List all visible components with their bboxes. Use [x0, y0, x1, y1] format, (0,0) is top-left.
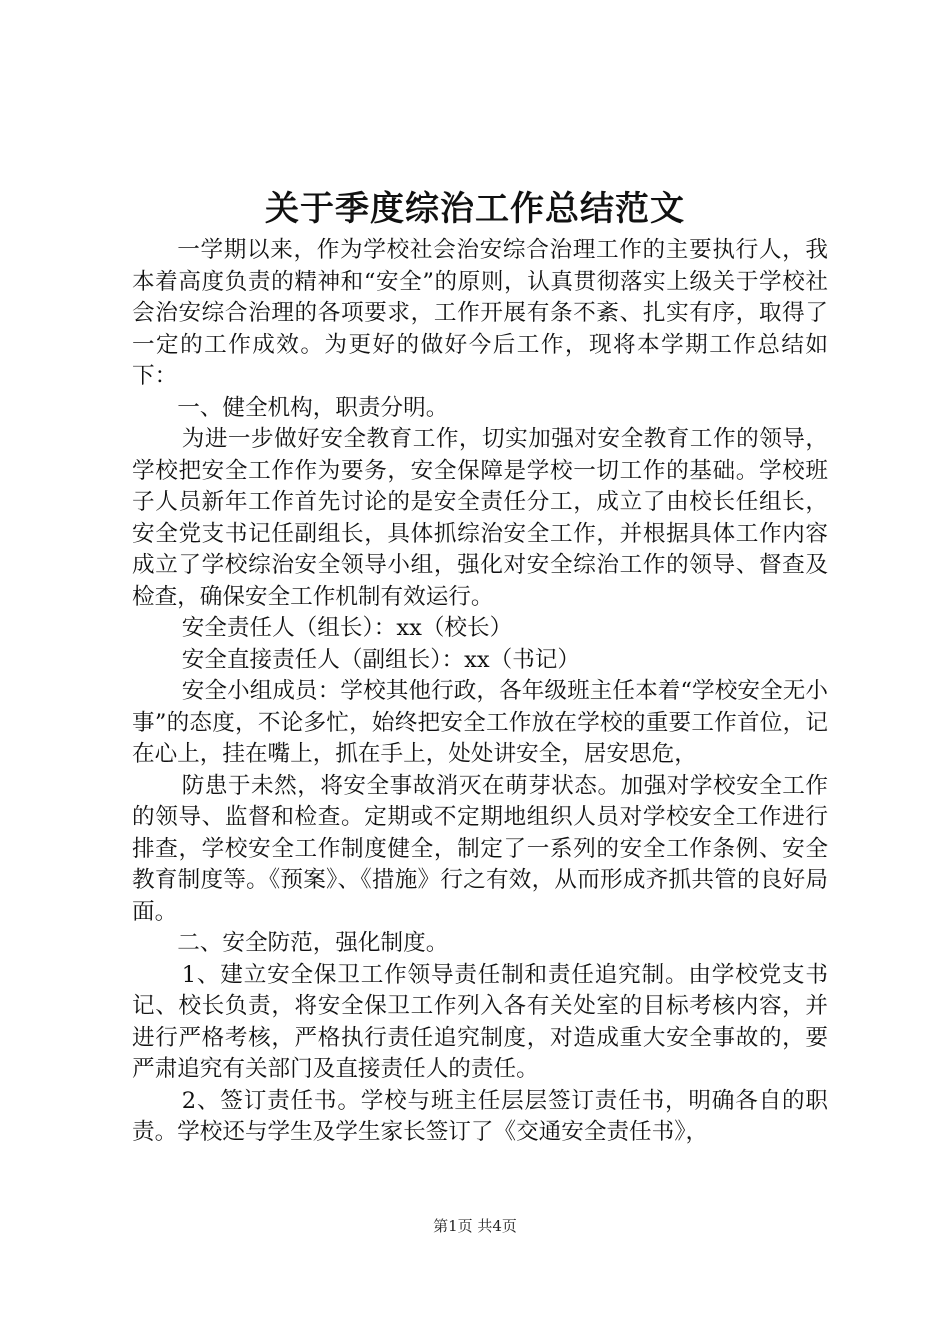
paragraph-item-2: 2、签订责任书。学校与班主任层层签订责任书，明确各自的职责。学校还与学生及学生家长签订了《交通安全责任书》， — [132, 1087, 828, 1145]
paragraph-responsible-person: 安全责任人（组长）：xx（校长） — [181, 615, 513, 641]
document-body — [132, 235, 828, 1149]
paragraph-intro: 一学期以来，作为学校社会治安综合治理工作的主要执行人，我本着高度负责的精神和“安全”的原则，认真贯彻落实上级关于学校社会治安综合治理的各项要求，工作开展有条不紊、扎实有序，取得了一定的工作成效。为更好的做好今后工作，现将本学期工作总结如下： — [132, 237, 828, 389]
paragraph-direct-responsible-person: 安全直接责任人（副组长）：xx（书记） — [181, 646, 580, 673]
paragraph-prevention: 防患于未然，将安全事故消灭在萌芽状态。加强对学校安全工作的领导、监督和检查。定期或不定期地组织人员对学校安全工作进行排查，学校安全工作制度健全，制定了一系列的安全工作条例、安全教育制度等。《预案》、《措施》行之有效，从而形成齐抓共管的良好局面。 — [132, 772, 828, 925]
page-footer: 第1页 共4页 — [433, 1217, 517, 1235]
section-heading-1: 一、健全机构，职责分明。 — [177, 394, 449, 421]
section-heading-2: 二、安全防范，强化制度。 — [177, 930, 449, 956]
paragraph-item-1: 1、建立安全保卫工作领导责任制和责任追究制。由学校党支书记、校长负责，将安全保卫工作列入各有关处室的目标考核内容，并进行严格考核，严格执行责任追究制度，对造成重大安全事故的，要严肃追究有关部门及直接责任人的责任。 — [132, 961, 828, 1082]
document-title: 关于季度综治工作总结范文 — [265, 189, 685, 229]
paragraph-group-members: 安全小组成员：学校其他行政，各年级班主任本着“学校安全无小事”的态度，不论多忙，始终把安全工作放在学校的重要工作首位，记在心上，挂在嘴上，抓在手上，处处讲安全，居安思危， — [132, 678, 828, 767]
paragraph-organization: 为进一步做好安全教育工作，切实加强对安全教育工作的领导，学校把安全工作作为要务，安全保障是学校一切工作的基础。学校班子人员新年工作首先讨论的是安全责任分工，成立了由校长任组长，安全党支书记任副组长，具体抓综治安全工作，并根据具体工作内容成立了学校综治安全领导小组，强化对安全综治工作的领导、督查及检查，确保安全工作机制有效运行。 — [132, 426, 828, 610]
